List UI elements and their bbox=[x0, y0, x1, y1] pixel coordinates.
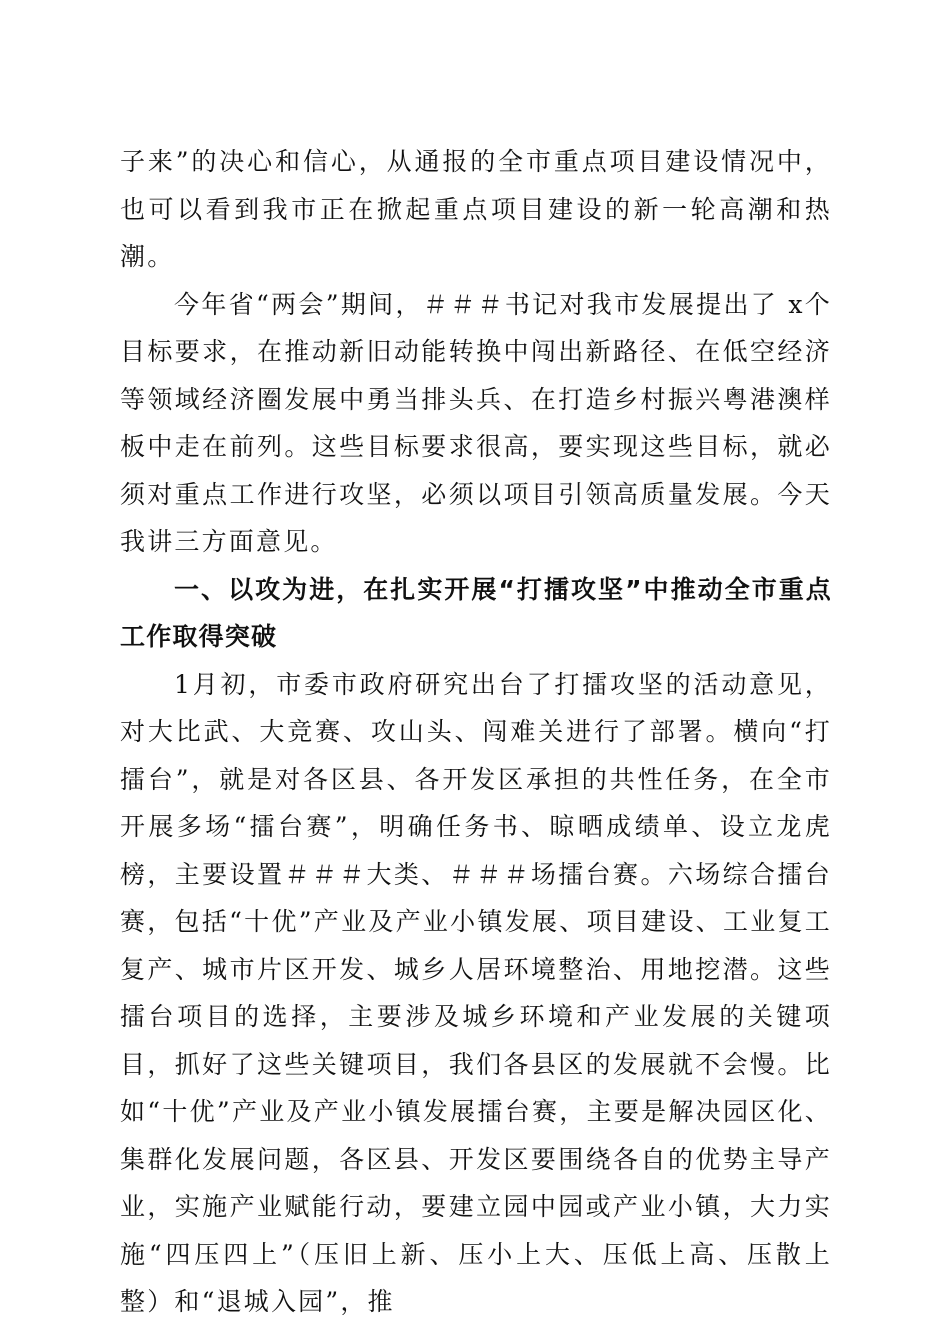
paragraph-continuation: 子来”的决心和信心，从通报的全市重点项目建设情况中，也可以看到我市正在掀起重点项目建设的新一轮高潮和热潮。 bbox=[120, 147, 832, 271]
paragraph-goals: 今年省“两会”期间，＃＃＃书记对我市发展提出了 x个目标要求，在推动新旧动能转换中闯出新路径、在低空经济等领域经济圈发展中勇当排头兵、在打造乡村振兴粤港澳样板中走在前列。这些目标要求很高，要实现这些目标，就必须对重点工作进行攻坚，必须以项目引领高质量发展。今天我讲三方面意见。 bbox=[120, 289, 832, 556]
document-body bbox=[120, 138, 832, 1326]
paragraph-arena-campaign: 1月初，市委市政府研究出台了打擂攻坚的活动意见，对大比武、大竞赛、攻山头、闯难关进行了部署。横向“打擂台”，就是对各区县、各开发区承担的共性任务，在全市开展多场“擂台赛”，明确任务书、晾晒成绩单、设立龙虎榜，主要设置＃＃＃大类、＃＃＃场擂台赛。六场综合擂台赛，包括“十优”产业及产业小镇发展、项目建设、工业复工复产、城市片区开发、城乡人居环境整治、用地挖潜。这些擂台项目的选择，主要涉及城乡环境和产业发展的关键项目，抓好了这些关键项目，我们各县区的发展就不会慢。比如“十优”产业及产业小镇发展擂台赛，主要是解决园区化、集群化发展问题，各区县、开发区要围绕各自的优势主导产业，实施产业赋能行动，要建立园中园或产业小镇，大力实施“四压四上”（压旧上新、压小上大、压低上高、压散上整）和“退城入园”，推 bbox=[120, 669, 832, 1316]
section-heading-1: 一、以攻为进，在扎实开展“打擂攻坚”中推动全市重点工作取得突破 bbox=[120, 574, 832, 651]
